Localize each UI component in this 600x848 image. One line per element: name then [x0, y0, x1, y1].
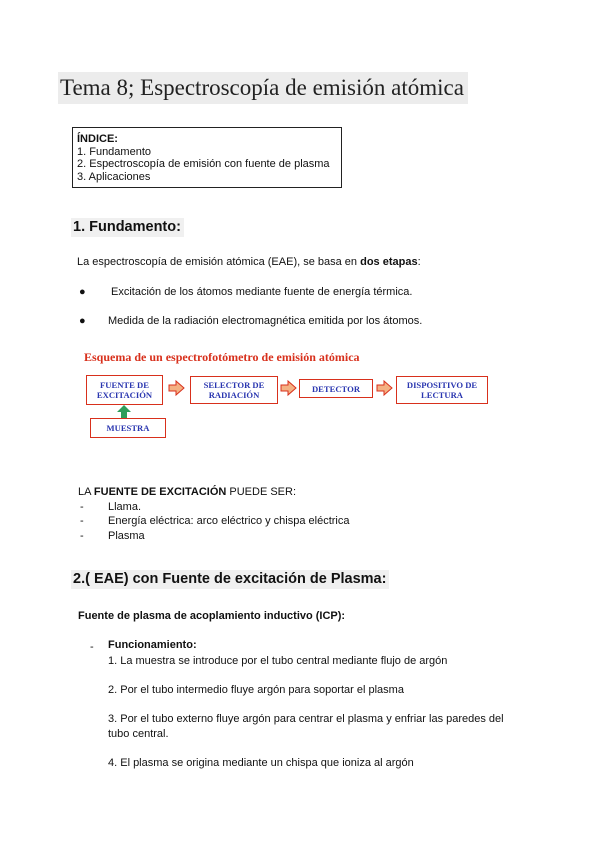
intro-bold: dos etapas — [360, 256, 418, 268]
dash-icon: - — [80, 515, 84, 527]
bullet-text: Excitación de los átomos mediante fuente de energía térmica. — [111, 286, 413, 298]
diagram-box-label: DISPOSITIVO DE LECTURA — [406, 380, 478, 400]
index-heading: ÍNDICE: — [77, 133, 118, 145]
dash-icon: - — [80, 501, 84, 513]
diagram-title: Esquema de un espectrofotómetro de emisión atómica — [84, 350, 360, 364]
diagram-box-label: MUESTRA — [106, 423, 150, 433]
right-arrow-icon — [169, 381, 184, 395]
dash-icon: - — [90, 641, 94, 653]
up-arrow-icon — [117, 405, 131, 418]
bullet-icon: ● — [79, 286, 86, 298]
index-item: 2. Espectroscopía de emisión con fuente de plasma — [77, 158, 330, 170]
right-arrow-icon — [377, 381, 392, 395]
excitation-lead-bold: FUENTE DE EXCITACIÓN — [93, 486, 227, 498]
diagram-box-label: DETECTOR — [311, 383, 361, 394]
right-arrow-icon — [281, 381, 296, 395]
step-text: tubo central. — [108, 728, 169, 740]
excitation-item: Energía eléctrica: arco eléctrico y chispa eléctrica — [108, 515, 350, 527]
excitation-lead — [78, 486, 296, 498]
step-text: 4. El plasma se origina mediante un chispa que ioniza al argón — [108, 757, 414, 769]
index-item: 3. Aplicaciones — [77, 170, 151, 183]
index-item: 1. Fundamento — [77, 145, 151, 158]
diagram-box-label: SELECTOR DE RADIACIÓN — [203, 380, 265, 400]
bullet-text: Medida de la radiación electromagnética emitida por los átomos. — [108, 315, 423, 327]
excitation-lead-end: PUEDE SER: — [226, 486, 297, 498]
section-2-heading — [71, 571, 389, 587]
diagram-box-label: FUENTE DE EXCITACIÓN — [96, 380, 153, 400]
page-title: Tema 8; Espectroscopía de emisión atómica — [58, 72, 468, 104]
bullet-icon: ● — [79, 315, 86, 327]
excitation-lead-text: LA — [78, 486, 94, 498]
step-text: 1. La muestra se introduce por el tubo central mediante flujo de argón — [108, 655, 448, 667]
intro-text: La espectroscopía de emisión atómica (EAE), se basa en — [77, 256, 361, 268]
excitation-item: Plasma — [108, 530, 145, 542]
step-text: 3. Por el tubo externo fluye argón para centrar el plasma y enfriar las paredes del — [108, 713, 504, 725]
func-label: Funcionamiento: — [108, 639, 197, 651]
section-1-heading-text: 1. Fundamento: — [71, 218, 184, 237]
excitation-item: Llama. — [108, 501, 142, 513]
icp-subheading: Fuente de plasma de acoplamiento inductivo (ICP): — [78, 610, 346, 622]
intro-end: : — [417, 256, 421, 268]
dash-icon: - — [80, 530, 84, 542]
section-2-heading-text: 2.( EAE) con Fuente de excitación de Plasma: — [71, 570, 389, 589]
step-text: 2. Por el tubo intermedio fluye argón para soportar el plasma — [108, 684, 404, 696]
